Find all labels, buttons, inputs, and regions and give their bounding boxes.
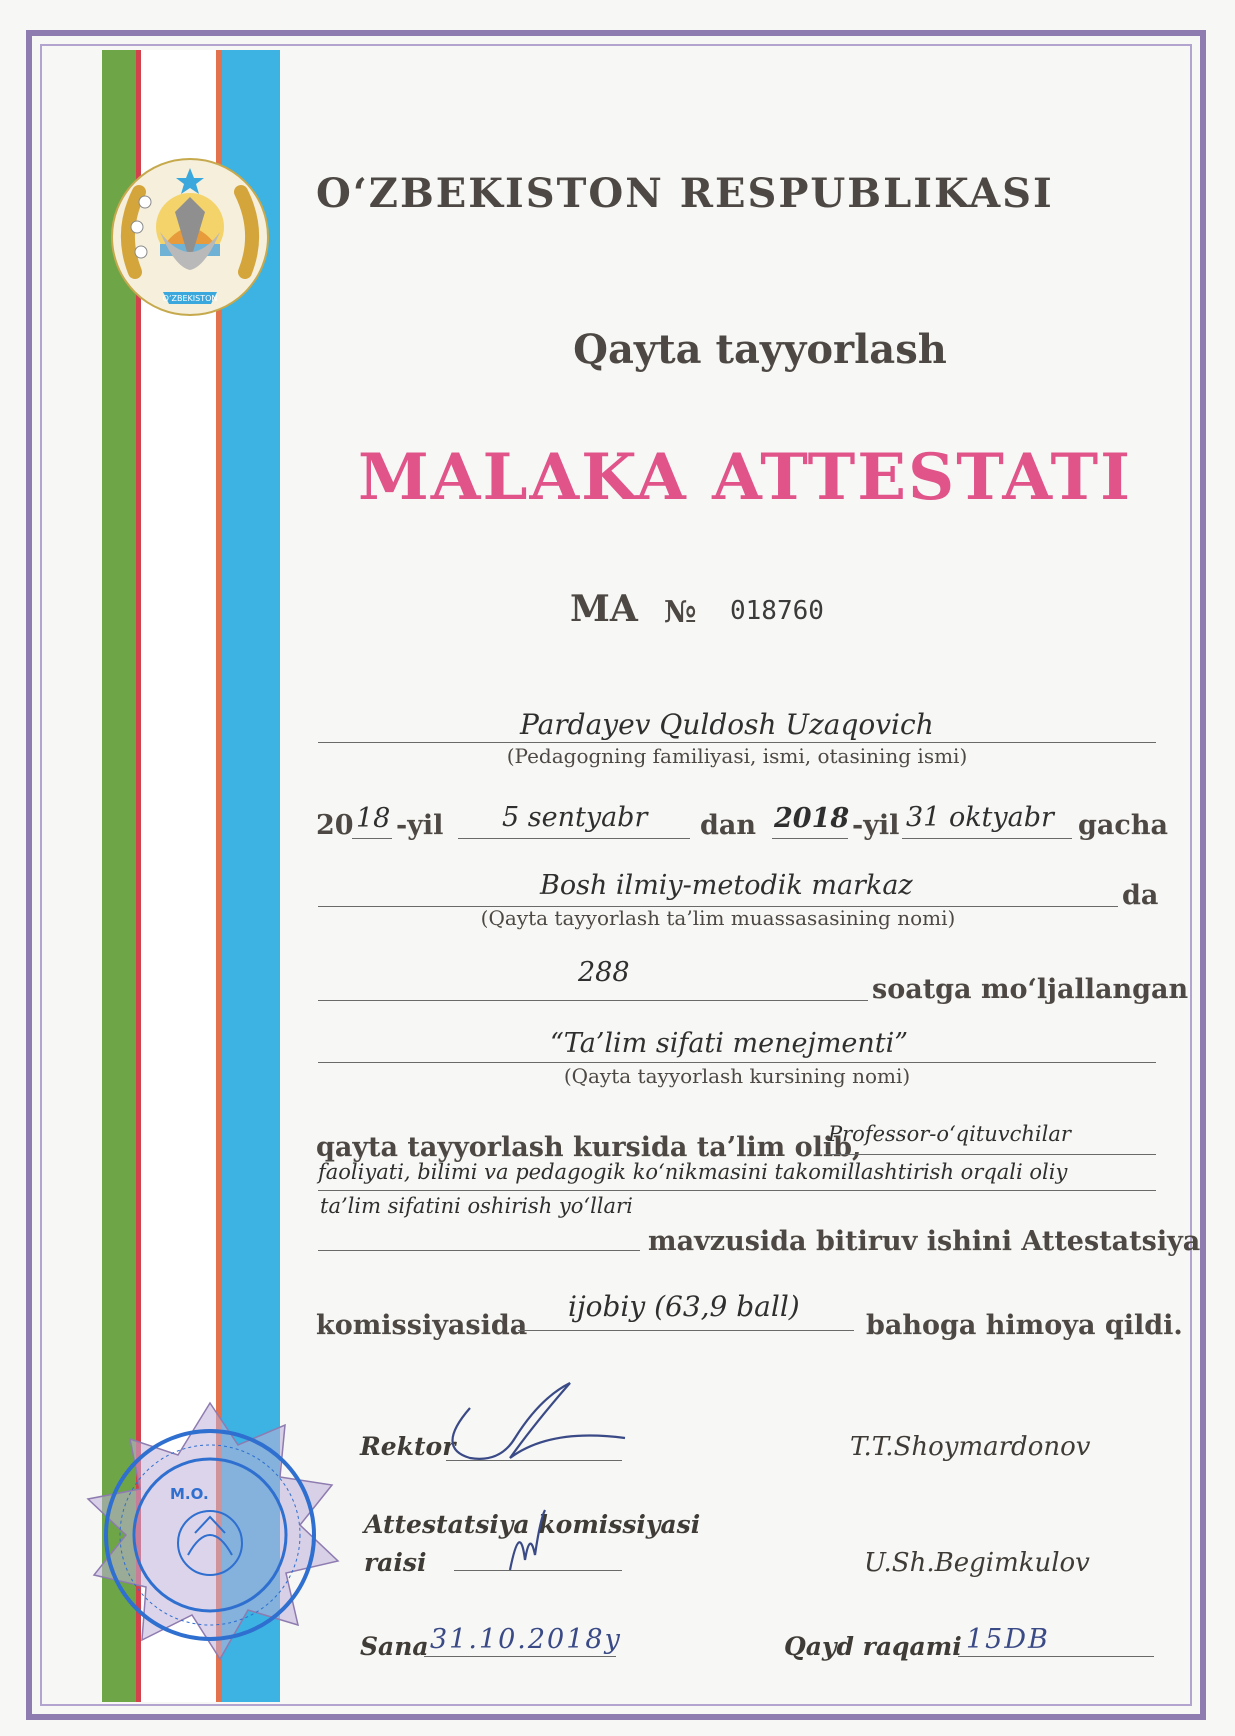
course-name: “Ta’lim sifati menejmenti”	[550, 1028, 909, 1059]
grade-suffix: bahoga himoya qildi.	[866, 1310, 1183, 1341]
seal-center-text: M.O.	[170, 1485, 209, 1503]
thesis-topic-line2: faoliyati, bilimi va pedagogik ko‘nikmasini takomillashtirish orqali oliy	[318, 1160, 1068, 1184]
period-prefix: 20	[316, 810, 354, 841]
grade-prefix: komissiyasida	[316, 1310, 528, 1341]
thesis-topic-line2-rule	[318, 1190, 1156, 1191]
registration-value: 15DB	[966, 1624, 1050, 1655]
period-date2: 31 oktyabr	[906, 802, 1054, 833]
grade-value: ijobiy (63,9 ball)	[568, 1290, 800, 1323]
rector-signature-icon	[440, 1378, 630, 1470]
commission-signature-icon	[500, 1500, 560, 1580]
period-dan: dan	[700, 810, 757, 841]
date-line	[424, 1656, 616, 1657]
official-seal-icon	[70, 1395, 350, 1675]
course-caption: (Qayta tayyorlash kursining nomi)	[563, 1064, 911, 1088]
period-year2-line	[772, 838, 848, 839]
thesis-topic-line1-rule	[824, 1154, 1156, 1155]
rector-name: T.T.Shoymardonov	[850, 1432, 1091, 1462]
institution-caption: (Qayta tayyorlash ta’lim muassasasining nomi)	[480, 906, 956, 930]
period-yil1: -yil	[396, 810, 444, 841]
institution-name: Bosh ilmiy-metodik markaz	[540, 870, 913, 901]
hours-suffix: soatga mo‘ljallangan	[872, 974, 1189, 1005]
period-year1-line	[352, 838, 392, 839]
document-subtitle: Qayta tayyorlash	[573, 326, 947, 373]
thesis-topic-line3: ta’lim sifatini oshirish yo‘llari	[320, 1194, 633, 1218]
holder-name-line	[318, 742, 1156, 743]
serial-number: 018760	[730, 596, 824, 626]
period-date1: 5 sentyabr	[502, 802, 648, 833]
holder-caption: (Pedagogning familiyasi, ismi, otasining ismi)	[506, 744, 968, 768]
grade-line	[518, 1330, 854, 1331]
republic-heading: O‘ZBEKISTON RESPUBLIKASI	[316, 170, 1054, 217]
registration-line	[958, 1656, 1154, 1657]
serial-series: MA	[570, 588, 638, 630]
institution-suffix: da	[1122, 880, 1159, 911]
number-sign: №	[664, 595, 697, 630]
commission-label-1: Attestatsiya komissiyasi	[364, 1510, 701, 1539]
commission-name: U.Sh.Begimkulov	[864, 1548, 1090, 1578]
thesis-topic-line1: Professor-o‘qituvchilar	[828, 1122, 1071, 1146]
hours-line	[318, 1000, 868, 1001]
state-emblem-icon	[105, 152, 275, 322]
thesis-topic-line3-rule	[318, 1250, 640, 1251]
holder-name: Pardayev Quldosh Uzaqovich	[520, 708, 934, 741]
commission-label-2: raisi	[364, 1548, 427, 1577]
hours-value: 288	[578, 957, 630, 988]
course-line	[318, 1062, 1156, 1063]
thesis-lead: qayta tayyorlash kursida ta’lim olib,	[316, 1132, 862, 1163]
period-date1-line	[458, 838, 690, 839]
period-date2-line	[902, 838, 1072, 839]
date-value: 31.10.2018y	[430, 1624, 622, 1655]
thesis-suffix: mavzusida bitiruv ishini Attestatsiya	[648, 1226, 1201, 1257]
period-year1: 18	[356, 803, 391, 834]
rector-label: Rektor	[360, 1432, 456, 1461]
period-yil2: -yil	[852, 810, 900, 841]
document-title: MALAKA ATTESTATI	[357, 440, 1133, 515]
registration-label: Qayd raqami	[784, 1632, 962, 1661]
period-gacha: gacha	[1078, 810, 1168, 841]
period-year2: 2018	[774, 803, 850, 834]
emblem-ribbon-text: O‘ZBEKISTON	[162, 294, 218, 303]
date-label: Sana	[360, 1632, 429, 1661]
